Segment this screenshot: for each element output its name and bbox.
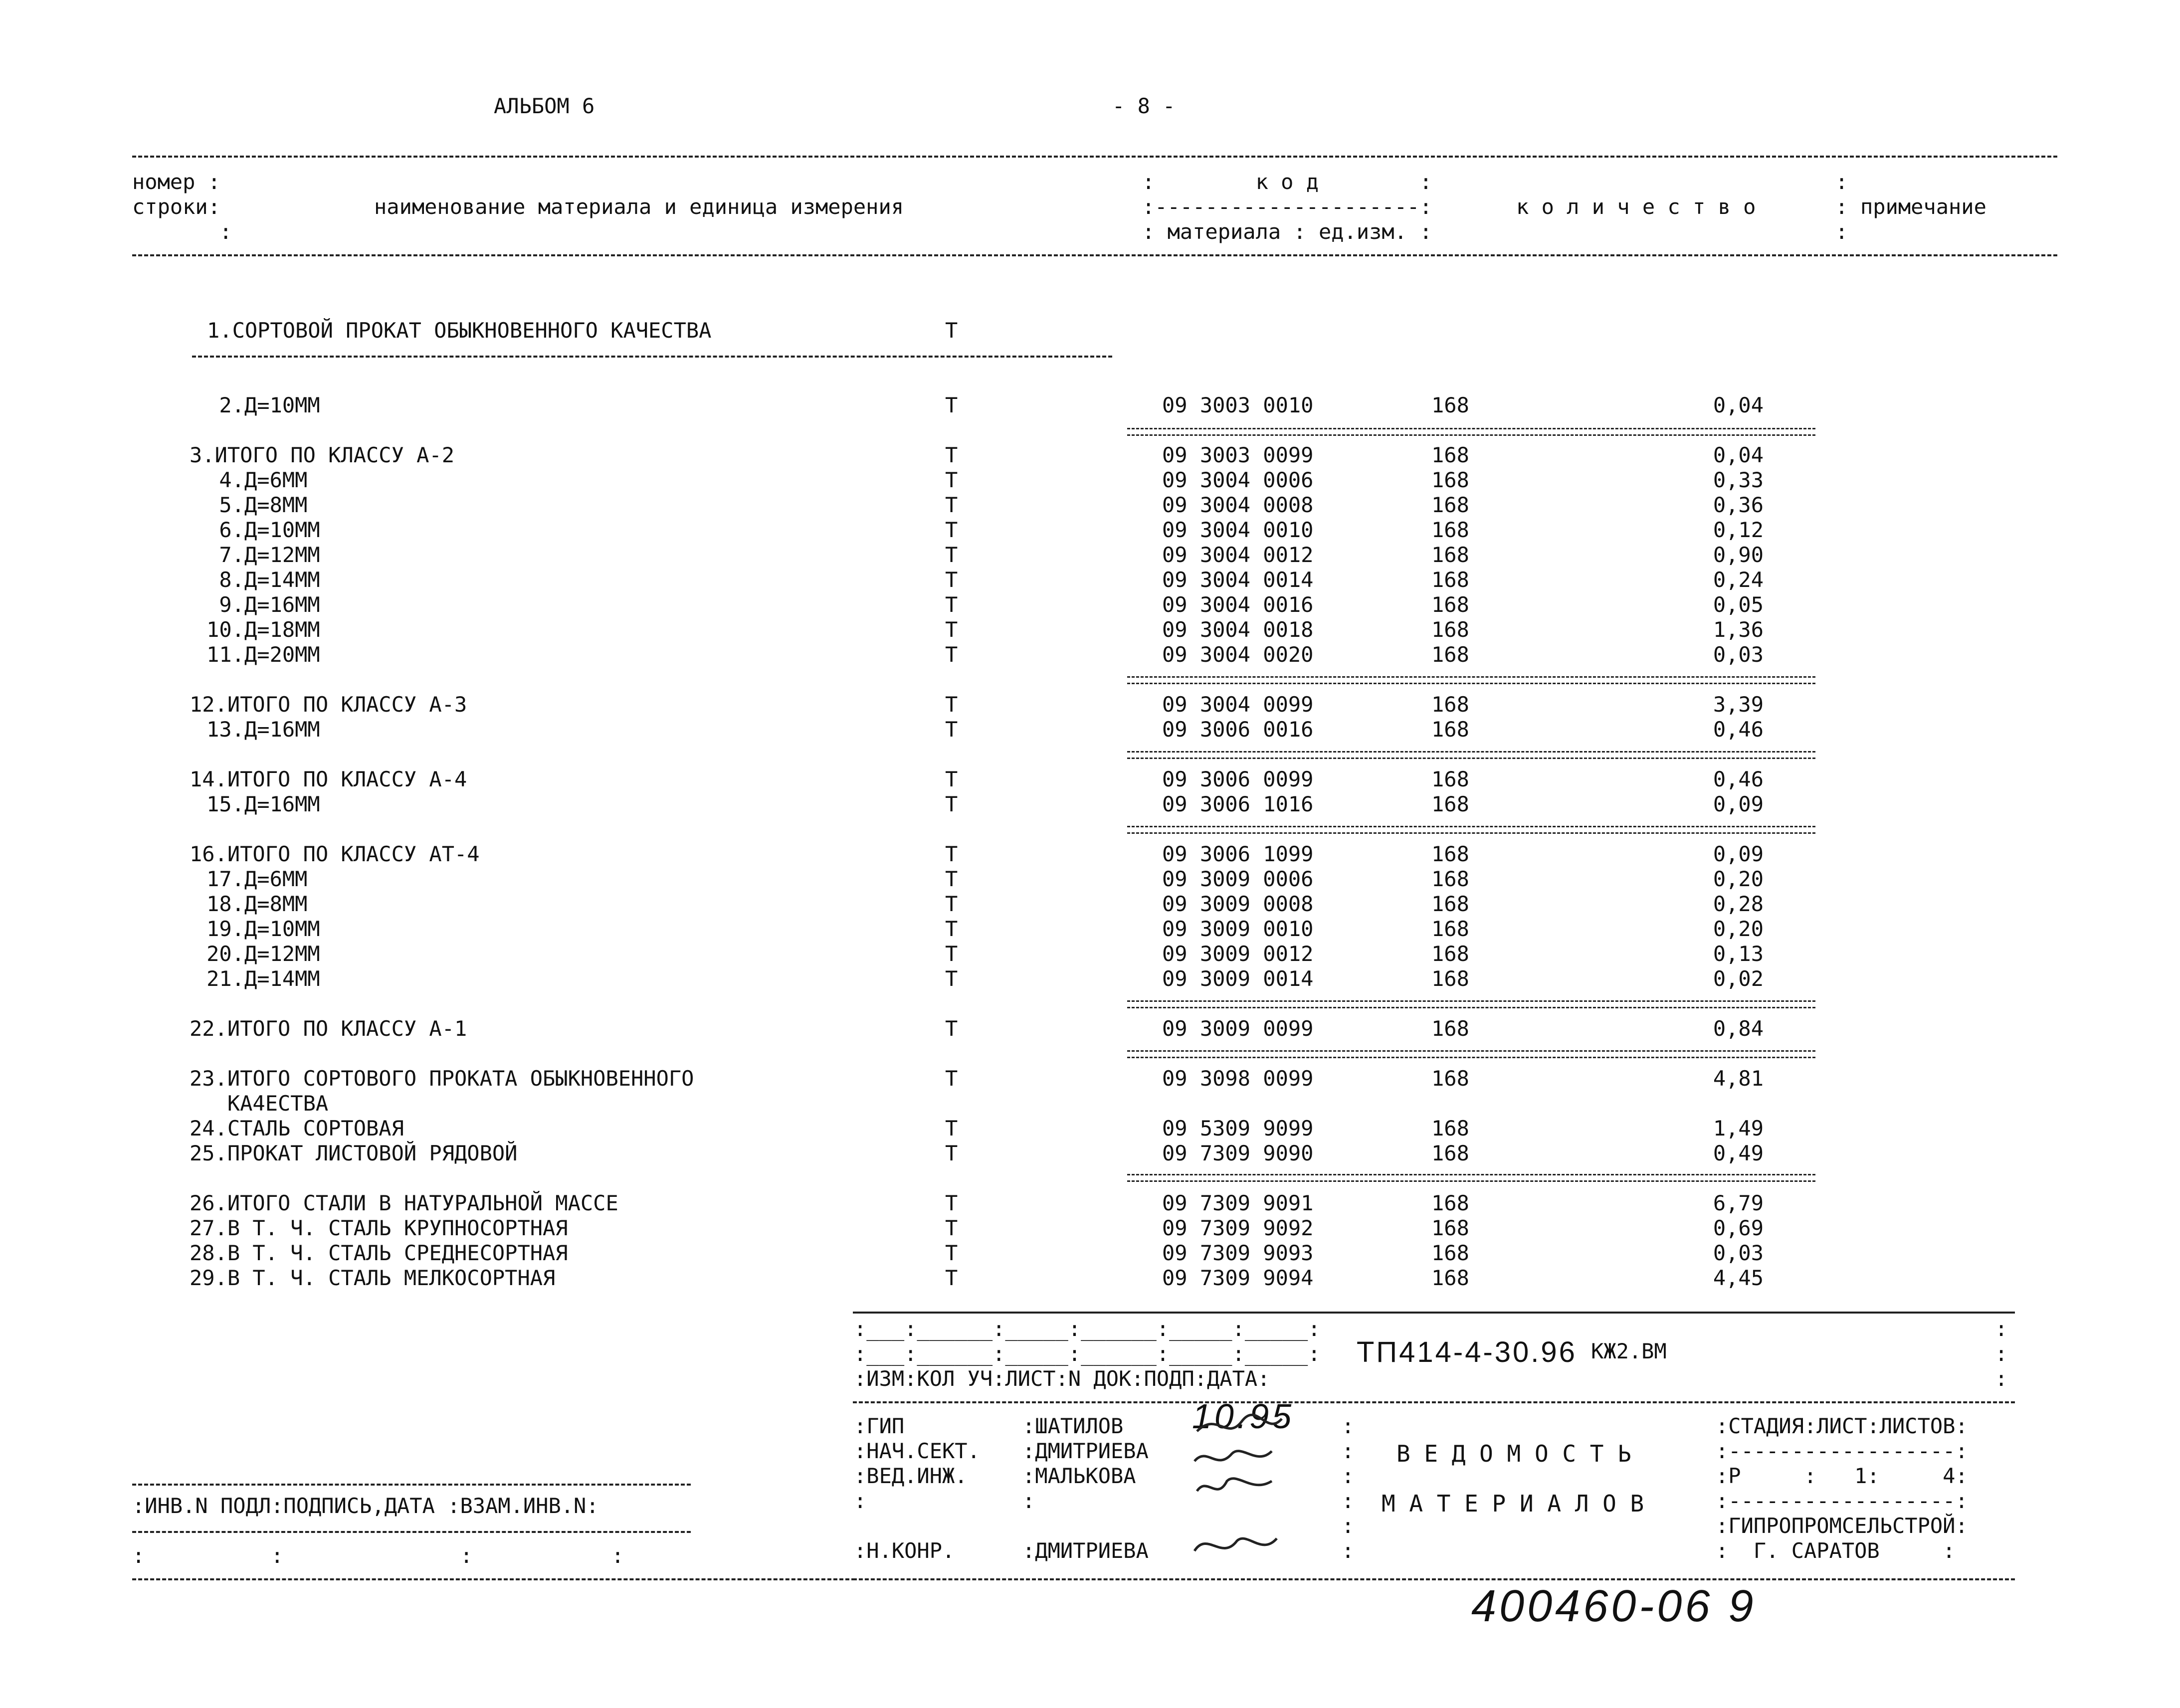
material-name: 3.ИТОГО ПО КЛАССУ А-2: [190, 443, 455, 467]
table-row: [0, 767, 2180, 792]
quantity: 0,03: [1713, 1241, 1764, 1265]
material-code: 09 3004 0020: [1162, 642, 1314, 667]
stage-head: :СТАДИЯ:ЛИСТ:ЛИСТОВ:: [1716, 1414, 1968, 1438]
code-head-bottom: : материала : ед.изм. :: [1142, 219, 1432, 244]
stamp-blank-row-2: :___:______:_____:______:_____:_____:: [854, 1341, 1321, 1366]
header-top-rule: [132, 156, 2057, 158]
material-name: 26.ИТОГО СТАЛИ В НАТУРАЛЬНОЙ МАССЕ: [190, 1191, 618, 1215]
material-name: Д=12ММ: [244, 543, 320, 567]
unit-code: 168: [1431, 642, 1469, 667]
quantity: 4,45: [1713, 1266, 1764, 1290]
stamp-role: :ВЕД.ИНЖ.: [854, 1464, 968, 1488]
material-code: 09 3003 0010: [1162, 393, 1314, 417]
unit: Т: [945, 568, 958, 592]
total-separator: [1127, 1000, 1815, 1008]
quantity: 3,39: [1713, 692, 1764, 717]
row-no-head-1: номер :: [132, 170, 221, 194]
table-row: [0, 966, 2180, 991]
note-colon-3: :: [1835, 219, 1848, 244]
table-row: [0, 792, 2180, 817]
signatures-image: [1187, 1406, 1337, 1566]
unit-code: 168: [1431, 767, 1469, 791]
table-row: [0, 717, 2180, 742]
organization: :ГИПРОПРОМСЕЛЬСТРОЙ:: [1716, 1514, 1968, 1538]
stamp-role: :НАЧ.СЕКТ.: [854, 1439, 980, 1463]
table-row: [0, 568, 2180, 592]
row-number: 21.: [206, 966, 244, 991]
table-row: [0, 867, 2180, 892]
row-number: 9.: [219, 592, 244, 617]
material-name: Д=6ММ: [244, 867, 308, 891]
unit: Т: [945, 1116, 958, 1140]
material-code: 09 3004 0012: [1162, 543, 1314, 567]
material-name: Д=10ММ: [244, 917, 320, 941]
unit-code: 168: [1431, 917, 1469, 941]
unit: Т: [945, 1066, 958, 1091]
material-code: 09 3004 0018: [1162, 617, 1314, 642]
material-name: КА4ЕСТВА: [190, 1091, 329, 1116]
unit: Т: [945, 842, 958, 866]
material-name: 16.ИТОГО ПО КЛАССУ АТ-4: [190, 842, 480, 866]
material-code: 09 3004 0010: [1162, 518, 1314, 542]
material-name: Д=16ММ: [244, 592, 320, 617]
material-name: Д=8ММ: [244, 892, 308, 916]
inventory-top-rule: [132, 1484, 691, 1486]
document-code: ТП414-4-30.96: [1357, 1336, 1577, 1368]
material-name: Д=6ММ: [244, 468, 308, 492]
quantity: 6,79: [1713, 1191, 1764, 1215]
unit: Т: [945, 867, 958, 891]
row-number: 7.: [219, 543, 244, 567]
quantity: 0,02: [1713, 966, 1764, 991]
quantity: 0,84: [1713, 1016, 1764, 1041]
material-code: 09 3009 0099: [1162, 1016, 1314, 1041]
unit: Т: [945, 767, 958, 791]
table-row: [0, 1216, 2180, 1241]
material-code: 09 3009 0014: [1162, 966, 1314, 991]
quantity: 0,28: [1713, 892, 1764, 916]
material-code: 09 7309 9090: [1162, 1141, 1314, 1165]
unit-code: 168: [1431, 518, 1469, 542]
table-row: [0, 393, 2180, 418]
table-row: [0, 617, 2180, 642]
section-underline: [192, 356, 1112, 358]
table-row: [0, 1241, 2180, 1266]
unit-code: 168: [1431, 792, 1469, 816]
quantity: 1,36: [1713, 617, 1764, 642]
table-row: [0, 518, 2180, 543]
unit: Т: [945, 1016, 958, 1041]
material-code: 09 3006 0016: [1162, 717, 1314, 742]
unit-code: 168: [1431, 1191, 1469, 1215]
row-no-head-2: строки:: [132, 194, 221, 219]
unit: Т: [945, 493, 958, 517]
quantity: 0,46: [1713, 767, 1764, 791]
unit: Т: [945, 1141, 958, 1165]
inventory-labels: :ИНВ.N ПОДЛ:ПОДПИСЬ,ДАТА :ВЗАМ.ИНВ.N:: [132, 1494, 599, 1518]
signature-dmitrieva-2: [1194, 1538, 1277, 1551]
quantity: 0,09: [1713, 792, 1764, 816]
unit: Т: [945, 468, 958, 492]
section-title: 1.СОРТОВОЙ ПРОКАТ ОБЫКНОВЕННОГО КАЧЕСТВА: [207, 318, 712, 343]
material-code: 09 3004 0006: [1162, 468, 1314, 492]
note-colon-2: :: [1835, 194, 1848, 219]
unit: Т: [945, 717, 958, 742]
stamp-bottom-rule: [853, 1578, 2015, 1580]
quantity: 0,09: [1713, 842, 1764, 866]
name-column-head: наименование материала и единица измерения: [374, 194, 904, 219]
table-row: [0, 1191, 2180, 1216]
stamp-role: :: [854, 1489, 867, 1513]
quantity: 0,69: [1713, 1216, 1764, 1240]
unit: Т: [945, 543, 958, 567]
total-separator: [1127, 1050, 1815, 1058]
material-name: 24.СТАЛЬ СОРТОВАЯ: [190, 1116, 404, 1140]
signature-shatilov: [1197, 1415, 1282, 1431]
row-number: 2.: [219, 393, 244, 417]
total-separator: [1127, 1174, 1815, 1182]
total-separator: [1127, 676, 1815, 684]
material-code: 09 3003 0099: [1162, 443, 1314, 467]
code-head-top: : к о д :: [1142, 170, 1432, 194]
unit: Т: [945, 617, 958, 642]
unit-code: 168: [1431, 543, 1469, 567]
quantity: 0,90: [1713, 543, 1764, 567]
material-name: 22.ИТОГО ПО КЛАССУ А-1: [190, 1016, 467, 1041]
row-number: 6.: [219, 518, 244, 542]
row-number: 15.: [206, 792, 244, 816]
row-number: 11.: [206, 642, 244, 667]
material-name: Д=10ММ: [244, 518, 320, 542]
material-code: 09 3098 0099: [1162, 1066, 1314, 1091]
unit: Т: [945, 443, 958, 467]
unit-code: 168: [1431, 468, 1469, 492]
material-name: Д=16ММ: [244, 792, 320, 816]
unit-code: 168: [1431, 1241, 1469, 1265]
material-name: Д=14ММ: [244, 966, 320, 991]
material-code: 09 3009 0006: [1162, 867, 1314, 891]
unit-code: 168: [1431, 1216, 1469, 1240]
stamp-top-rule: [853, 1312, 2015, 1314]
unit-code: 168: [1431, 1016, 1469, 1041]
unit: Т: [945, 966, 958, 991]
stamp-person: :ДМИТРИЕВА: [1022, 1538, 1149, 1563]
sheet-title-line-1: В Е Д О М О С Т Ь: [1396, 1440, 1631, 1467]
quantity: 0,04: [1713, 443, 1764, 467]
row-no-head-3: :: [219, 219, 232, 244]
material-name: 23.ИТОГО СОРТОВОГО ПРОКАТА ОБЫКНОВЕННОГО: [190, 1066, 694, 1091]
stamp-right-edge: :: [1995, 1366, 2008, 1391]
stamp-head-row: :ИЗМ:КОЛ УЧ:ЛИСТ:N ДОК:ПОДП:ДАТА:: [854, 1366, 1270, 1391]
total-separator: [1127, 826, 1815, 834]
stamp-person: :: [1022, 1489, 1035, 1513]
material-code: 09 7309 9094: [1162, 1266, 1314, 1290]
stage-values: :Р : 1: 4:: [1716, 1464, 1968, 1488]
material-name: 27.В Т. Ч. СТАЛЬ КРУПНОСОРТНАЯ: [190, 1216, 568, 1240]
stamp-role: :Н.КОНР.: [854, 1538, 955, 1563]
stamp-person: :МАЛЬКОВА: [1022, 1464, 1136, 1488]
material-name: Д=12ММ: [244, 942, 320, 966]
note-colon-1: :: [1835, 170, 1848, 194]
row-number: 10.: [206, 617, 244, 642]
quantity: 0,05: [1713, 592, 1764, 617]
row-number: 4.: [219, 468, 244, 492]
row-number: 13.: [206, 717, 244, 742]
quantity: 0,33: [1713, 468, 1764, 492]
table-row: [0, 892, 2180, 917]
stamp-right-edge: :: [1995, 1317, 2008, 1341]
section-unit: Т: [945, 318, 958, 343]
document-mark: КЖ2.ВМ: [1591, 1339, 1667, 1363]
signature-dmitrieva-1: [1194, 1451, 1272, 1461]
table-row: [0, 592, 2180, 617]
unit-code: 168: [1431, 942, 1469, 966]
total-separator: [1127, 428, 1815, 436]
quantity: 0,49: [1713, 1141, 1764, 1165]
unit-code: 168: [1431, 592, 1469, 617]
table-row: [0, 1141, 2180, 1166]
unit: Т: [945, 892, 958, 916]
material-name: Д=14ММ: [244, 568, 320, 592]
material-code: 09 7309 9091: [1162, 1191, 1314, 1215]
material-name: Д=16ММ: [244, 717, 320, 742]
inventory-blank: : : : :: [132, 1543, 624, 1568]
unit: Т: [945, 518, 958, 542]
table-row: [0, 842, 2180, 867]
quantity: 1,49: [1713, 1116, 1764, 1140]
quantity: 0,24: [1713, 568, 1764, 592]
quantity: 0,20: [1713, 867, 1764, 891]
unit: Т: [945, 642, 958, 667]
inventory-mid-rule: [132, 1531, 691, 1533]
unit: Т: [945, 1191, 958, 1215]
quantity: 0,36: [1713, 493, 1764, 517]
row-number: 19.: [206, 917, 244, 941]
row-number: 18.: [206, 892, 244, 916]
unit: Т: [945, 393, 958, 417]
material-name: 28.В Т. Ч. СТАЛЬ СРЕДНЕСОРТНАЯ: [190, 1241, 568, 1265]
organization-city: : Г. САРАТОВ :: [1716, 1538, 1956, 1563]
material-code: 09 3006 1016: [1162, 792, 1314, 816]
table-row: [0, 493, 2180, 518]
unit: Т: [945, 592, 958, 617]
table-row: [0, 1116, 2180, 1141]
material-name: 14.ИТОГО ПО КЛАССУ А-4: [190, 767, 467, 791]
stamp-role: :ГИП: [854, 1414, 905, 1438]
material-code: 09 3009 0012: [1162, 942, 1314, 966]
unit: Т: [945, 792, 958, 816]
unit-code: 168: [1431, 1141, 1469, 1165]
inventory-bottom-rule: [132, 1578, 855, 1580]
signature-date: 10.95: [1192, 1397, 1295, 1436]
unit-code: 168: [1431, 493, 1469, 517]
unit: Т: [945, 692, 958, 717]
unit-code: 168: [1431, 568, 1469, 592]
material-code: 09 3009 0010: [1162, 917, 1314, 941]
quantity: 0,04: [1713, 393, 1764, 417]
quantity: 4,81: [1713, 1066, 1764, 1091]
album-label: АЛЬБОМ 6: [494, 94, 595, 118]
material-name: Д=20ММ: [244, 642, 320, 667]
table-row: [0, 1091, 2180, 1116]
table-row: [0, 917, 2180, 942]
stamp-divider: :: [1342, 1514, 1355, 1538]
table-row: [0, 1066, 2180, 1091]
stamp-divider: :: [1342, 1439, 1355, 1463]
note-head: примечание: [1860, 194, 1986, 219]
material-code: 09 7309 9092: [1162, 1216, 1314, 1240]
header-bottom-rule: [132, 254, 2057, 256]
unit-code: 168: [1431, 1066, 1469, 1091]
material-code: 09 3004 0099: [1162, 692, 1314, 717]
row-number: 17.: [206, 867, 244, 891]
quantity: 0,12: [1713, 518, 1764, 542]
page-number: - 8 -: [1112, 94, 1176, 118]
stamp-person: :ШАТИЛОВ: [1022, 1414, 1124, 1438]
material-code: 09 3009 0008: [1162, 892, 1314, 916]
stamp-divider: :: [1342, 1464, 1355, 1488]
stamp-person: :ДМИТРИЕВА: [1022, 1439, 1149, 1463]
stage-sep: :------------------:: [1716, 1439, 1968, 1463]
unit-code: 168: [1431, 692, 1469, 717]
unit-code: 168: [1431, 717, 1469, 742]
material-name: Д=8ММ: [244, 493, 308, 517]
code-head-mid: :---------------------:: [1142, 194, 1432, 219]
unit-code: 168: [1431, 443, 1469, 467]
stamp-divider: :: [1342, 1414, 1355, 1438]
unit-code: 168: [1431, 1266, 1469, 1290]
material-name: Д=18ММ: [244, 617, 320, 642]
material-name: 12.ИТОГО ПО КЛАССУ А-3: [190, 692, 467, 717]
table-row: [0, 443, 2180, 468]
quantity: 0,46: [1713, 717, 1764, 742]
table-row: [0, 692, 2180, 717]
stage-sep-2: :------------------:: [1716, 1489, 1968, 1513]
unit: Т: [945, 942, 958, 966]
unit-code: 168: [1431, 1116, 1469, 1140]
material-code: 09 3006 1099: [1162, 842, 1314, 866]
unit-code: 168: [1431, 867, 1469, 891]
archive-number: 400460-06 9: [1471, 1581, 1757, 1631]
material-code: 09 5309 9099: [1162, 1116, 1314, 1140]
signature-malkova: [1197, 1479, 1272, 1491]
table-row: [0, 942, 2180, 966]
unit-code: 168: [1431, 966, 1469, 991]
row-number: 8.: [219, 568, 244, 592]
stamp-divider: :: [1342, 1489, 1355, 1513]
unit-code: 168: [1431, 892, 1469, 916]
unit-code: 168: [1431, 842, 1469, 866]
table-row: [0, 1266, 2180, 1291]
stamp-mid-rule: [853, 1401, 2015, 1403]
unit: Т: [945, 1266, 958, 1290]
stamp-blank-row-1: :___:______:_____:______:_____:_____:: [854, 1317, 1321, 1341]
table-row: [0, 543, 2180, 568]
table-row: [0, 468, 2180, 493]
unit: Т: [945, 917, 958, 941]
quantity-head: к о л и ч е с т в о: [1516, 194, 1756, 219]
unit: Т: [945, 1216, 958, 1240]
row-number: 20.: [206, 942, 244, 966]
stamp-divider: :: [1342, 1538, 1355, 1563]
row-number: 5.: [219, 493, 244, 517]
unit: Т: [945, 1241, 958, 1265]
total-separator: [1127, 751, 1815, 759]
material-code: 09 3004 0008: [1162, 493, 1314, 517]
quantity: 0,13: [1713, 942, 1764, 966]
quantity: 0,20: [1713, 917, 1764, 941]
sheet-title-line-2: М А Т Е Р И А Л О В: [1382, 1490, 1644, 1517]
table-row: [0, 642, 2180, 667]
table-row: [0, 1016, 2180, 1041]
material-name: Д=10ММ: [244, 393, 320, 417]
unit-code: 168: [1431, 617, 1469, 642]
material-code: 09 7309 9093: [1162, 1241, 1314, 1265]
material-code: 09 3006 0099: [1162, 767, 1314, 791]
unit-code: 168: [1431, 393, 1469, 417]
material-code: 09 3004 0014: [1162, 568, 1314, 592]
material-code: 09 3004 0016: [1162, 592, 1314, 617]
stamp-right-edge: :: [1995, 1341, 2008, 1366]
material-name: 25.ПРОКАТ ЛИСТОВОЙ РЯДОВОЙ: [190, 1141, 518, 1165]
quantity: 0,03: [1713, 642, 1764, 667]
material-name: 29.В Т. Ч. СТАЛЬ МЕЛКОСОРТНАЯ: [190, 1266, 556, 1290]
